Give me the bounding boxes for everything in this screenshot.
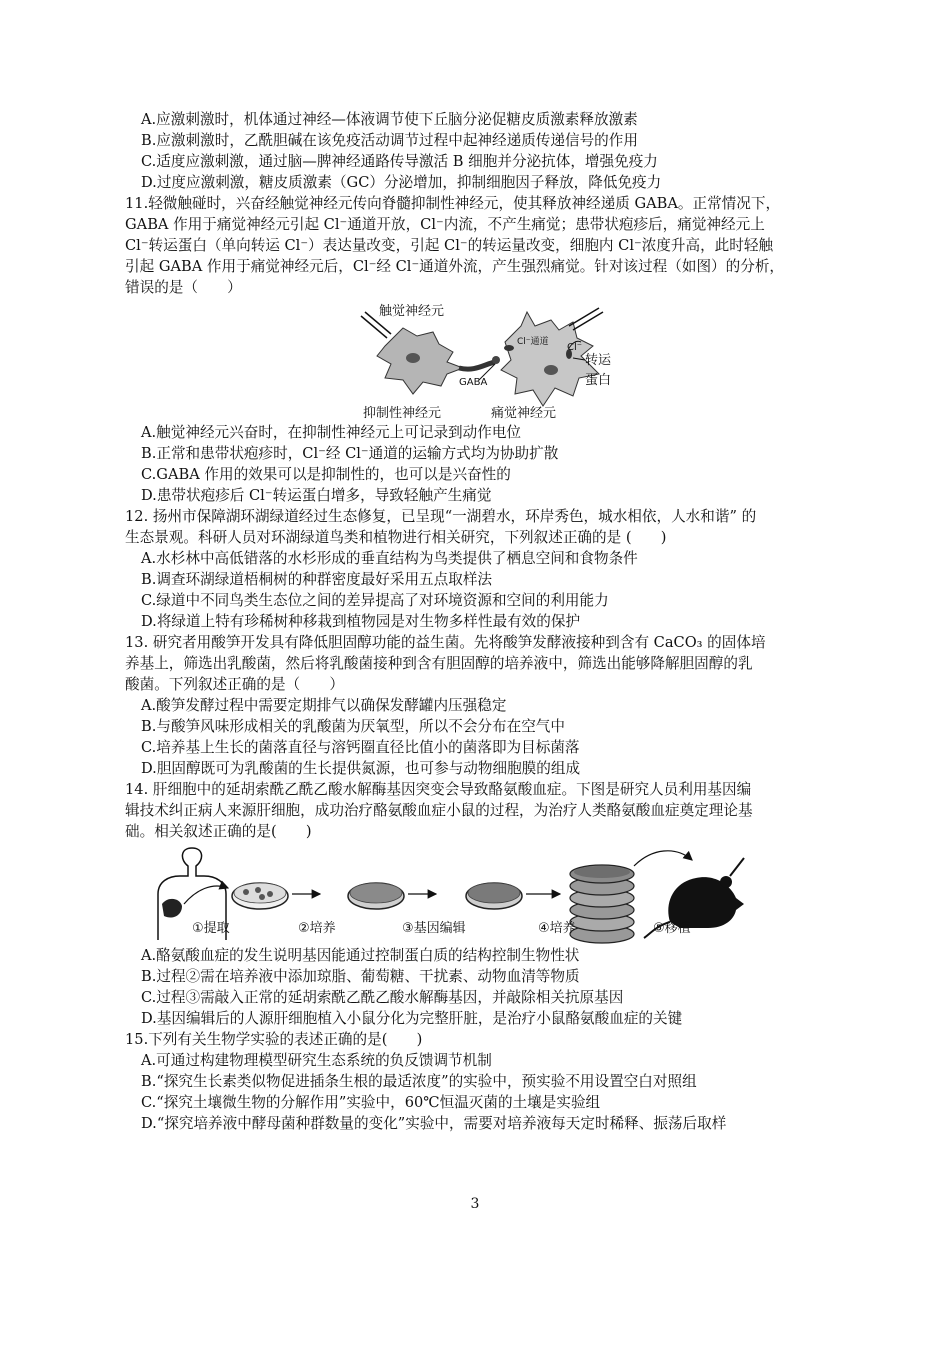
- q12-option-b: B.调查环湖绿道梧桐树的种群密度最好采用五点取样法: [141, 571, 493, 588]
- q15-option-a: A.可通过构建物理模型研究生态系统的负反馈调节机制: [141, 1052, 492, 1069]
- q13-option-d: D.胆固醇既可为乳酸菌的生长提供氮源，也可参与动物细胞膜的组成: [141, 760, 581, 777]
- cl-ion-label: Cl⁻: [567, 342, 583, 353]
- q13-option-c: C.培养基上生长的菌落直径与溶钙圈直径比值小的菌落即为目标菌落: [141, 739, 580, 756]
- q10-option-d: D.过度应激刺激，糖皮质激素（GC）分泌增加，抑制细胞因子释放，降低免疫力: [141, 174, 662, 191]
- cell-icon: [255, 887, 261, 893]
- cell-icon: [267, 891, 273, 897]
- step4-label: ④培养: [538, 921, 576, 936]
- step3-label: ③基因编辑: [402, 921, 466, 936]
- q11-option-d: D.患带状疱疹后 Cl⁻转运蛋白增多，导致轻触产生痛觉: [141, 487, 492, 504]
- q10-option-a: A.应激刺激时，机体通过神经—体液调节使下丘脑分泌促糖皮质激素释放激素: [141, 111, 638, 128]
- transporter-label-line1: 转运: [585, 353, 612, 368]
- q14-process-figure: [140, 846, 750, 946]
- q12-option-c: C.绿道中不同鸟类生态位之间的差异提高了对环境资源和空间的利用能力: [141, 592, 609, 609]
- q11-stem-line: Cl⁻转运蛋白（单向转运 Cl⁻）表达量改变，引起 Cl⁻的转运量改变，细胞内 Cl⁻浓度升高，此时轻触: [125, 237, 774, 254]
- q11-option-a: A.触觉神经元兴奋时，在抑制性神经元上可记录到动作电位: [141, 424, 522, 441]
- q11-stem-line: GABA 作用于痛觉神经元引起 Cl⁻通道开放，Cl⁻内流，不产生痛觉；患带状疱疹后，痛觉神经元上: [125, 216, 765, 233]
- q12-option-d: D.将绿道上特有珍稀树种移栽到植物园是对生物多样性最有效的保护: [141, 613, 581, 630]
- step2-label: ②培养: [298, 921, 336, 936]
- page-number: 3: [470, 1196, 480, 1212]
- q13-option-a: A.酸笋发酵过程中需要定期排气以确保发酵罐内压强稳定: [141, 697, 507, 714]
- q14-option-b: B.过程②需在培养液中添加琼脂、葡萄糖、干扰素、动物血清等物质: [141, 968, 580, 985]
- dish-surface: [350, 883, 402, 903]
- inhibitory-neuron-body: [377, 328, 463, 394]
- transporter-label-line2: 蛋白: [585, 373, 612, 388]
- q15-option-d: D.“探究培养液中酵母菌种群数量的变化”实验中，需要对培养液每天定时稀释、振荡后取样: [141, 1115, 727, 1132]
- step5-label: ⑤移植: [653, 921, 691, 936]
- q12-stem-line: 生态景观。科研人员对环湖绿道鸟类和植物进行相关研究，下列叙述正确的是 ( ): [125, 529, 667, 546]
- q10-option-c: C.适度应激刺激，通过脑—脾神经通路传导激活 B 细胞并分泌抗体，增强免疫力: [141, 153, 658, 170]
- q10-option-b: B.应激刺激时，乙酰胆碱在该免疫活动调节过程中起神经递质传递信号的作用: [141, 132, 638, 149]
- cell-icon: [259, 894, 265, 900]
- touch-neuron-label: 触觉神经元: [379, 304, 445, 319]
- q14-option-d: D.基因编辑后的人源肝细胞植入小鼠分化为完整肝脏，是治疗小鼠酪氨酸血症的关键: [141, 1010, 683, 1027]
- pain-neuron-nucleus: [544, 365, 558, 375]
- q14-option-a: A.酪氨酸血症的发生说明基因能通过控制蛋白质的结构控制生物性状: [141, 947, 580, 964]
- q13-stem-line: 酸菌。下列叙述正确的是（ ）: [125, 676, 344, 693]
- step1-label: ①提取: [192, 921, 230, 936]
- q12-stem-line: 12. 扬州市保障湖环湖绿道经过生态修复，已呈现“一湖碧水，环岸秀色，城水相依，人水和谐” 的: [125, 508, 757, 525]
- gaba-label: GABA: [459, 377, 488, 388]
- q15-stem-line: 15.下列有关生物学实验的表述正确的是( ): [125, 1031, 423, 1048]
- dish-surface: [574, 866, 630, 878]
- inhibitory-axon: [459, 362, 495, 369]
- liver-icon: [162, 899, 182, 918]
- q12-option-a: A.水杉林中高低错落的水杉形成的垂直结构为鸟类提供了栖息空间和食物条件: [141, 550, 638, 567]
- synaptic-terminal: [492, 356, 500, 364]
- q15-option-c: C.“探究土壤微生物的分解作用”实验中，60℃恒温灭菌的土壤是实验组: [141, 1094, 601, 1111]
- q11-neuron-figure: [355, 298, 625, 423]
- inhibitory-neuron-nucleus: [406, 353, 420, 363]
- q11-option-c: C.GABA 作用的效果可以是抑制性的，也可以是兴奋性的: [141, 466, 511, 483]
- q11-option-b: B.正常和患带状疱疹时，Cl⁻经 Cl⁻通道的运输方式均为协助扩散: [141, 445, 559, 462]
- cl-channel-label: Cl⁻通道: [517, 337, 549, 347]
- cl-channel-icon: [504, 345, 514, 351]
- q14-option-c: C.过程③需敲入正常的延胡索酰乙酰乙酸水解酶基因，并敲除相关抗原基因: [141, 989, 624, 1006]
- q15-option-b: B.“探究生长素类似物促进插条生根的最适浓度”的实验中，预实验不用设置空白对照组: [141, 1073, 697, 1090]
- dish-surface: [468, 883, 520, 903]
- dish-surface: [234, 883, 286, 903]
- extraction-arrow: [184, 886, 228, 904]
- q14-stem-line: 辑技术纠正病人来源肝细胞，成功治疗酪氨酸血症小鼠的过程，为治疗人类酪氨酸血症奠定理论基: [125, 802, 753, 819]
- pain-neuron-label: 痛觉神经元: [491, 406, 557, 421]
- q13-stem-line: 13. 研究者用酸笋开发具有降低胆固醇功能的益生菌。先将酸笋发酵液接种到含有 CaCO₃ 的固体培: [125, 634, 766, 651]
- q14-stem-line: 14. 肝细胞中的延胡索酰乙酰乙酸水解酶基因突变会导致酪氨酸血症。下图是研究人员利用基因编: [125, 781, 752, 798]
- mouse-ear-icon: [720, 876, 732, 888]
- cell-icon: [243, 889, 249, 895]
- q11-stem-line: 11.轻微触碰时，兴奋经触觉神经元传向脊髓抑制性神经元，使其释放神经递质 GABA。正常情况下，: [125, 195, 781, 212]
- inhibitory-neuron-label: 抑制性神经元: [363, 406, 442, 421]
- q13-stem-line: 养基上，筛选出乳酸菌，然后将乳酸菌接种到含有胆固醇的培养液中，筛选出能够降解胆固醇的乳: [125, 655, 753, 672]
- q11-stem-line: 引起 GABA 作用于痛觉神经元后，Cl⁻经 Cl⁻通道外流，产生强烈痛觉。针对该过程（如图）的分析，: [125, 258, 785, 275]
- transplant-arrow: [634, 851, 692, 866]
- q14-stem-line: 础。相关叙述正确的是( ): [125, 823, 312, 840]
- syringe-icon: [730, 858, 744, 876]
- q11-stem-line: 错误的是（ ）: [125, 279, 242, 296]
- q13-option-b: B.与酸笋风味形成相关的乳酸菌为厌氧型，所以不会分布在空气中: [141, 718, 565, 735]
